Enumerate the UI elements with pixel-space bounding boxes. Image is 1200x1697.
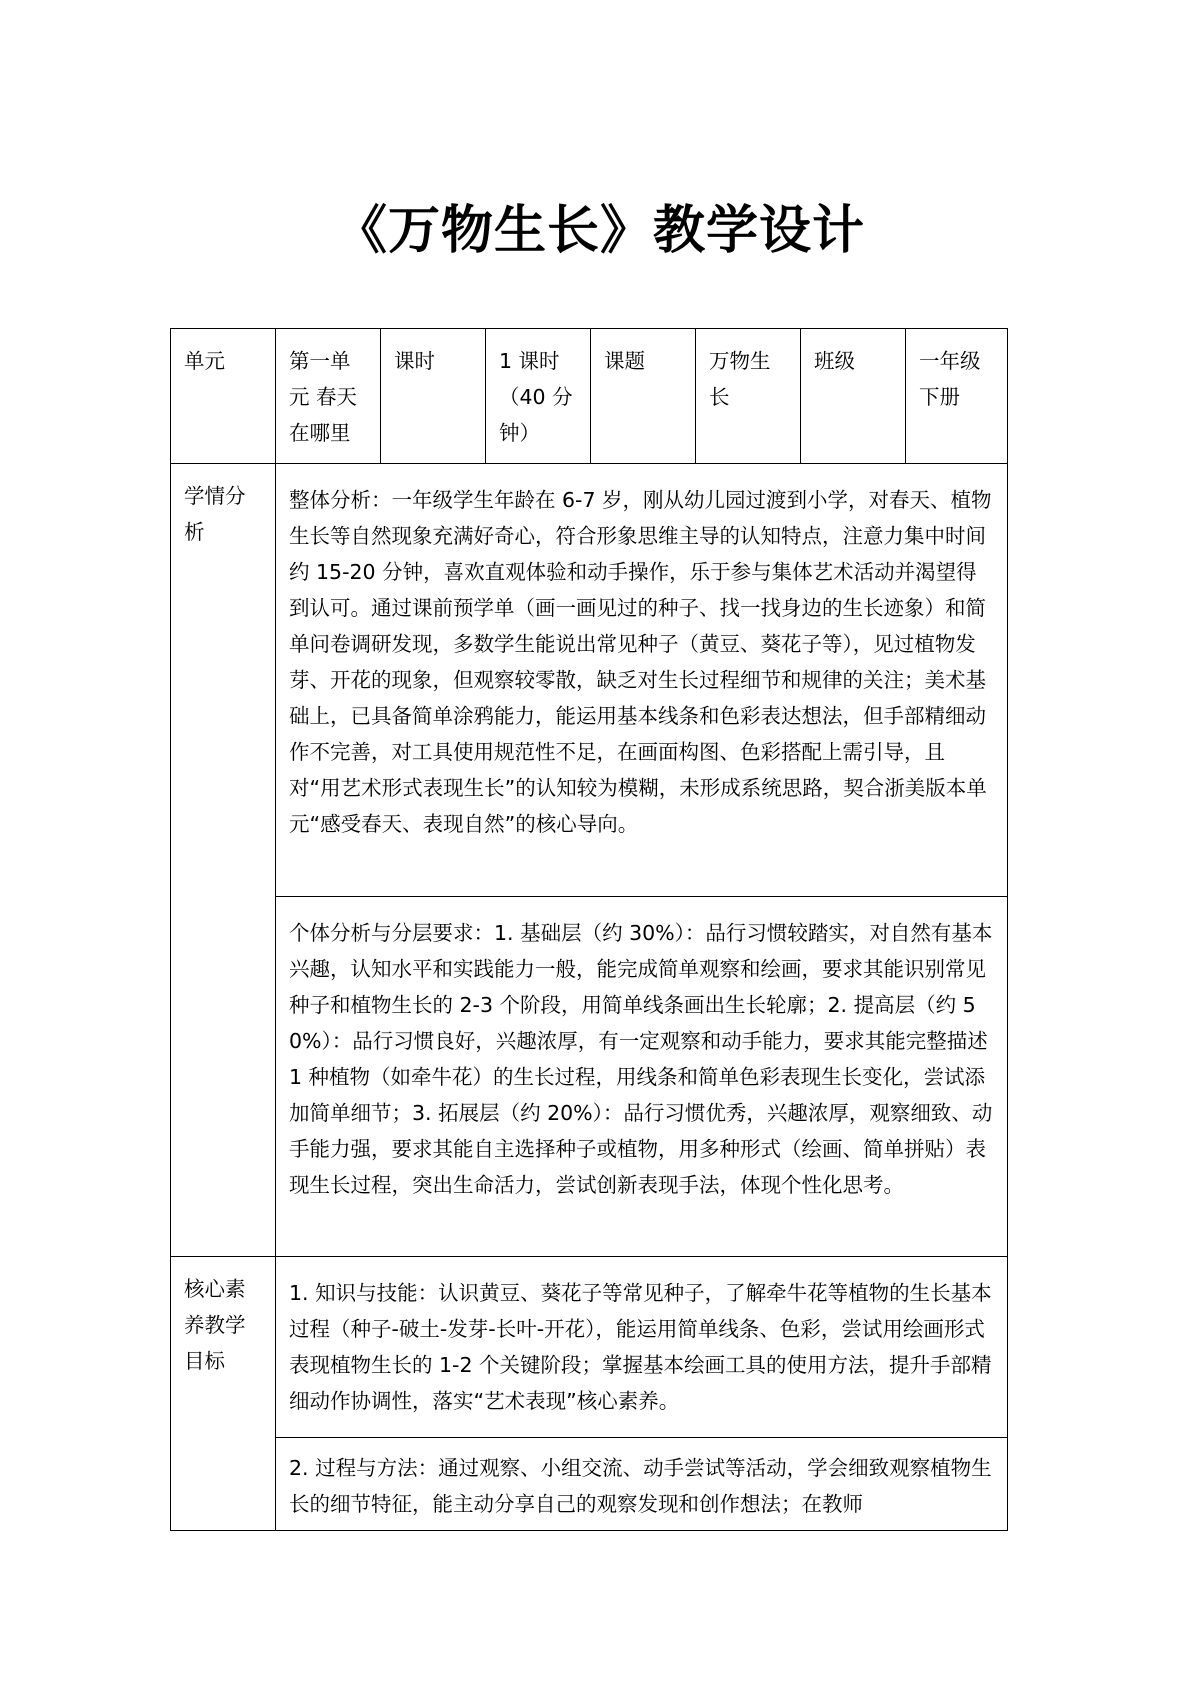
learning-analysis-row [171,464,1008,897]
page-title: 《万物生长》教学设计 [334,201,865,261]
unit-label-cell: 单元 [171,329,276,464]
overall-analysis-cell: 整体分析：一年级学生年龄在 6-7 岁，刚从幼儿园过渡到小学，对春天、植物生长等自然现象充满好奇心，符合形象思维主导的认知特点，注意力集中时间约 15-20 分钟，喜欢直观体验和动手操作，乐于参与集体艺术活动并渴望得到认可。通过课前预学单（画一画见过的种子、找一找身边的生长迹象）和简单问卷调研发现，多数学生能说出常见种子（黄豆、葵花子等），见过植物发芽、开花的现象，但观察较零散，缺乏对生长过程细节和规律的关注；美术基础上，已具备简单涂鸦能力，能运用基本线条和色彩表达想法，但手部精细动作不完善，对工具使用规范性不足，在画面构图、色彩搭配上需引导，且对“用艺术形式表现生长”的认知较为模糊，未形成系统思路，契合浙美版本单元“感受春天、表现自然”的核心导向。 [276,464,1008,897]
period-label-cell: 课时 [381,329,486,464]
class-value-cell: 一年级下册 [906,329,1008,464]
individual-analysis-row [171,897,1008,1257]
core-goals-row [171,1257,1008,1438]
learning-analysis-label-cell: 学情分析 [171,464,276,1257]
unit-value-cell: 第一单元 春天在哪里 [276,329,381,464]
header-row [171,329,1008,464]
topic-label-cell: 课题 [591,329,696,464]
goal-process-methods-text: 2. 过程与方法：通过观察、小组交流、动手尝试等活动，学会细致观察植物生长的细节特征，能主动分享自己的观察发现和创作想法；在教师 [289,1456,992,1516]
core-goals-label-cell: 核心素养教学目标 [171,1257,276,1531]
class-label-cell: 班级 [801,329,906,464]
individual-analysis-cell: 个体分析与分层要求：1. 基础层（约 30%）：品行习惯较踏实，对自然有基本兴趣，认知水平和实践能力一般，能完成简单观察和绘画，要求其能识别常见种子和植物生长的 2-3 个阶段，用简单线条画出生长轮廓；2. 提高层（约 50%）：品行习惯良好，兴趣浓厚，有一定观察和动手能力，要求其能完整描述 1 种植物（如牵牛花）的生长过程，用线条和简单色彩表现生长变化，尝试添加简单细节；3. 拓展层（约 20%）：品行习惯优秀，兴趣浓厚，观察细致、动手能力强，要求其能自主选择种子或植物，用多种形式（绘画、简单拼贴）表现生长过程，突出生命活力，尝试创新表现手法，体现个性化思考。 [276,897,1008,1257]
topic-value-cell: 万物生长 [696,329,801,464]
core-goals-row-2 [171,1438,1008,1531]
goal-process-methods-cell [276,1438,1008,1531]
lesson-design-table [170,328,1008,1531]
period-value-cell: 1 课时（40 分钟） [486,329,591,464]
goal-knowledge-skills-cell: 1. 知识与技能：认识黄豆、葵花子等常见种子，了解牵牛花等植物的生长基本过程（种子-破土-发芽-长叶-开花），能运用简单线条、色彩，尝试用绘画形式表现植物生长的 1-2 个关键阶段；掌握基本绘画工具的使用方法，提升手部精细动作协调性，落实“艺术表现”核心素养。 [276,1257,1008,1438]
